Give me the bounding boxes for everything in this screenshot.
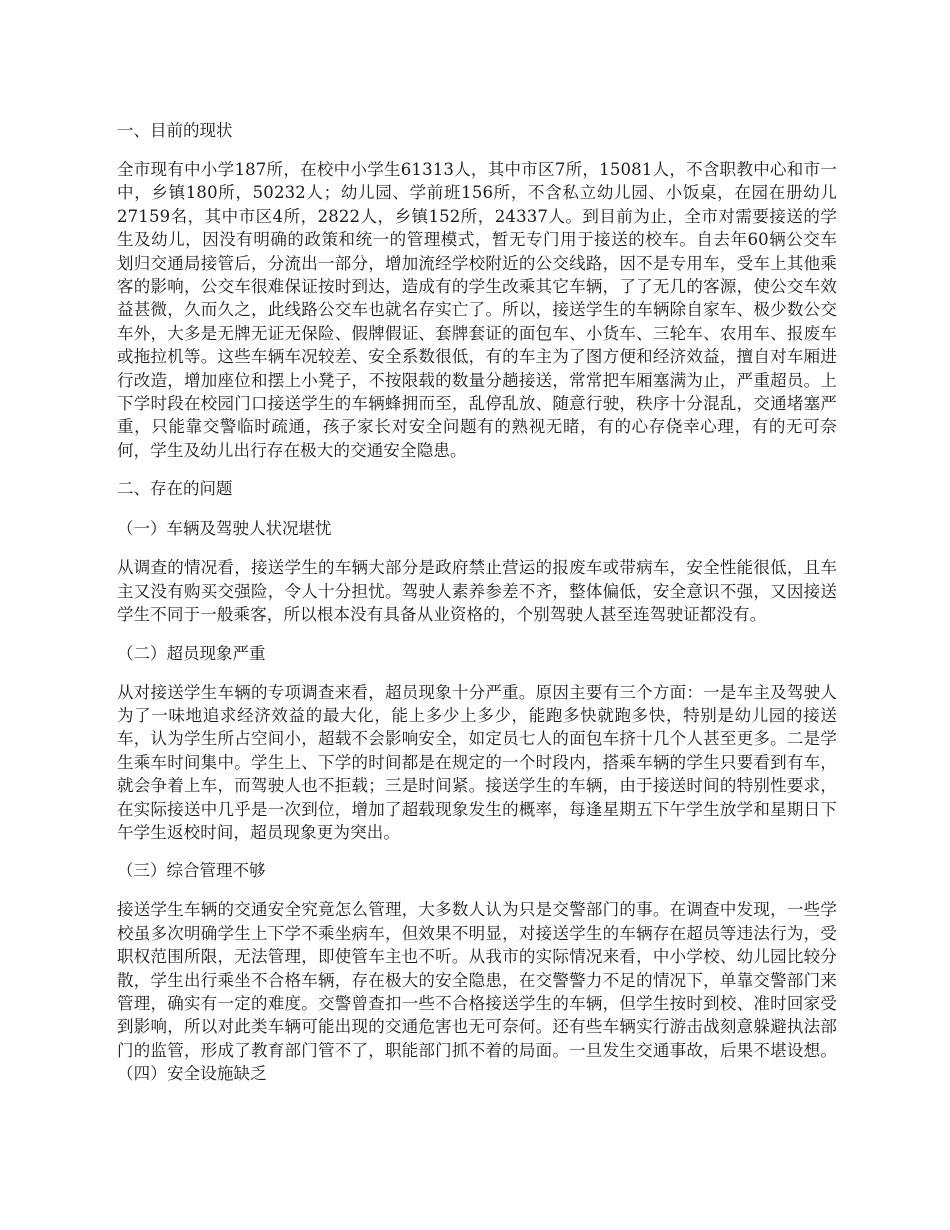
subheading-management: （三）综合管理不够 (117, 861, 266, 881)
paragraph-vehicles-drivers: 从调查的情况看，接送学生的车辆大部分是政府禁止营运的报废车或带病车，安全性能很低，且车主又没有购买交强险，令人十分担忧。驾驶人素养参差不齐，整体偏低，安全意识不强，又因接送学生不同于一般乘客，所以根本没有具备从业资格的，个别驾驶人甚至连驾驶证都没有。 (117, 558, 837, 625)
section-heading-status: 一、目前的现状 (117, 121, 233, 140)
subheading-overloading: （二）超员现象严重 (117, 643, 266, 663)
paragraph-status: 全市现有中小学187所，在校中小学生61313人，其中市区7所，15081人，不含职教中心和市一中，乡镇180所，50232人；幼儿园、学前班156所，不含私立幼儿园、小饭桌，在园在册幼儿27159名，其中市区4所，2822人，乡镇152所，24337人。到目前为止，全市对需要接送的学生及幼儿，因没有明确的政策和统一的管理模式，暂无专门用于接送的校车。自去年60辆公交车划归交通局接管后，分流出一部分，增加流经学校附近的公交线路，因不是专用车，受车上其他乘客的影响，公交车很难保证按时到达，造成有的学生改乘其它车辆，了了无几的客源，使公交车效益甚微，久而久之，此线路公交车也就名存实亡了。所以，接送学生的车辆除自家车、极少数公交车外，大多是无牌无证无保险、假牌假证、套牌套证的面包车、小货车、三轮车、农用车、报废车或拖拉机等。这些车辆车况较差、安全系数很低，有的车主为了图方便和经济效益，擅自对车厢进行改造，增加座位和摆上小凳子，不按限载的数量分趟接送，常常把车厢塞满为止，严重超员。上下学时段在校园门口接送学生的车辆蜂拥而至，乱停乱放、随意行驶，秩序十分混乱，交通堵塞严重，只能靠交警临时疏通，孩子家长对安全问题有的熟视无睹，有的心存侥幸心理，有的无可奈何，学生及幼儿出行存在极大的交通安全隐患。 (117, 160, 837, 460)
document-page (117, 118, 837, 1100)
section-heading-problems: 二、存在的问题 (117, 479, 233, 499)
paragraph-overloading: 从对接送学生车辆的专项调查来看，超员现象十分严重。原因主要有三个方面：一是车主及驾驶人为了一味地追求经济效益的最大化，能上多少上多少，能跑多快就跑多快，特别是幼儿园的接送车，认为学生所占空间小，超载不会影响安全，如定员七人的面包车挤十几个人甚至更多。二是学生乘车时间集中。学生上、下学的时间都是在规定的一个时段内，搭乘车辆的学生只要看到有车，就会争着上车，而驾驶人也不拒载；三是时间紧。接送学生的车辆，由于接送时间的特别性要求，在实际接送中几乎是一次到位，增加了超载现象发生的概率，每逢星期五下午学生放学和星期日下午学生返校时间，超员现象更为突出。 (117, 682, 837, 842)
paragraph-management: 接送学生车辆的交通安全究竟怎么管理，大多数人认为只是交警部门的事。在调查中发现，一些学校虽多次明确学生上下学不乘坐病车，但效果不明显，对接送学生的车辆存在超员等违法行为，受职权范围所限，无法管理，即使管车主也不听。从我市的实际情况来看，中小学校、幼儿园比较分散，学生出行乘坐不合格车辆，存在极大的安全隐患，在交警警力不足的情况下，单靠交警部门来管理，确实有一定的难度。交警曾查扣一些不合格接送学生的车辆，但学生按时到校、准时回家受到影响，所以对此类车辆可能出现的交通危害也无可奈何。还有些车辆实行游击战刻意躲避执法部门的监管，形成了教育部门管不了，职能部门抓不着的局面。一旦发生交通事故，后果不堪设想。（四）安全设施缺乏 (117, 900, 837, 1084)
subheading-vehicles-drivers: （一）车辆及驾驶人状况堪忧 (117, 519, 332, 539)
